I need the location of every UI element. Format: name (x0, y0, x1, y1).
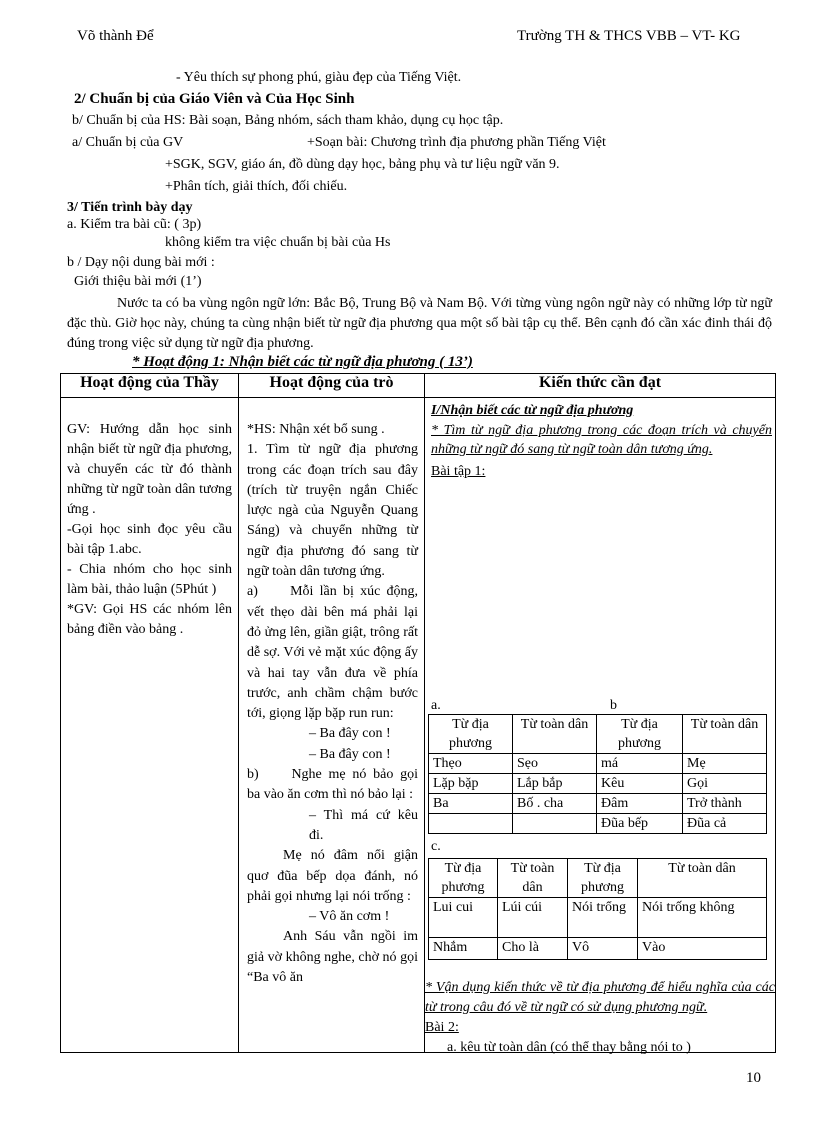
check-old: a. Kiểm tra bài cũ: ( 3p) (67, 217, 202, 232)
item-a-label: a) (247, 584, 258, 600)
teacher-line: - Chia nhóm cho học sinh làm bài, thảo luận (5Phút ) (67, 562, 232, 597)
label-c: c. (431, 839, 441, 854)
c-cell: Lui cui (429, 898, 498, 938)
task1: * Tìm từ ngữ địa phương trong các đoạn trích và chuyển những từ ngữ đó sang từ ngữ toàn dân tương ứng. (431, 423, 772, 457)
ab-cell: Ba (429, 794, 513, 814)
introduce: Giới thiệu bài mới (1’) (74, 274, 202, 289)
exercise-ab-block (425, 698, 775, 1058)
task2: * Vận dụng kiến thức về từ địa phương để hiểu nghĩa của các từ trong câu đó về từ ngữ có sử dụng phương ngữ. (425, 980, 775, 1015)
ab-cell: Lặp bặp (429, 774, 513, 794)
ab-cell: Bố . cha (513, 794, 597, 814)
activity-title: * Hoạt động 1: Nhận biết các từ ngữ địa phương ( 13’) (132, 354, 473, 370)
exercise-1-label: Bài tập 1: (431, 464, 486, 479)
love-line: - Yêu thích sự phong phú, giàu đẹp của Tiếng Việt. (176, 70, 462, 85)
item-a-text: Mỗi lần bị xúc động, vết thẹo dài bên má phải lại đỏ ửng lên, giần giật, trông rất dễ sợ. Với vẻ mặt xúc động ấy và hai tay vẫn đưa về phía trước, anh chầm chậm bước tới, giọng lặp bặp run run: (247, 584, 419, 722)
teacher-column (61, 398, 239, 1053)
ab-cell (513, 814, 597, 834)
c-header: Từ toàn dân (638, 859, 767, 898)
ab-cell: Kêu (597, 774, 683, 794)
item-b-text: Nghe mẹ nó bảo gọi ba vào ăn cơm thì nó bảo lại : (247, 767, 419, 803)
prep-hs: b/ Chuẩn bị của HS: Bài soạn, Bảng nhóm, sách tham khảo, dụng cụ học tập. (72, 113, 504, 128)
quote-line: – Ba đây con ! (309, 746, 391, 762)
item-b-label: b) (247, 767, 259, 783)
ab-cell: Thẹo (429, 754, 513, 774)
ab-cell: Lắp bắp (513, 774, 597, 794)
prep-gv-plan: +Soạn bài: Chương trình địa phương phần Tiếng Việt (307, 135, 606, 150)
c-cell: Lúi cúi (498, 898, 568, 938)
section-title: I/Nhận biết các từ ngữ địa phương (431, 403, 634, 418)
c-header: Từ địa phương (429, 859, 498, 898)
header-school: Trường TH & THCS VBB – VT- KG (517, 28, 741, 44)
c-cell: Nói trống không (638, 898, 767, 938)
ab-cell: Gọi (683, 774, 767, 794)
check-old-note: không kiểm tra việc chuẩn bị bài của Hs (165, 235, 391, 250)
quote-line: – Thì má cứ kêu đi. (309, 807, 418, 843)
header-knowledge: Kiến thức cần đạt (425, 374, 776, 398)
c-header: Từ địa phương (568, 859, 638, 898)
student-paragraph: Mẹ nó đâm nổi giận quơ đũa bếp dọa đánh, nó phải gọi nhưng lại nói trống : (247, 848, 418, 904)
lesson-table (60, 373, 776, 1053)
page-number: 10 (746, 1070, 761, 1086)
prep-gv-materials: +SGK, SGV, giáo án, đồ dùng dạy học, bảng phụ và tư liệu ngữ văn 9. (165, 157, 560, 172)
prep-gv: a/ Chuẩn bị của GV (72, 135, 184, 150)
ab-cell: Sẹo (513, 754, 597, 774)
ab-header: Từ toàn dân (683, 715, 767, 754)
ab-header: Từ toàn dân (513, 715, 597, 754)
process-title: 3/ Tiến trình bày dạy (67, 200, 193, 215)
c-cell: Nói trổng (568, 898, 638, 938)
prep-title: 2/ Chuẩn bị của Giáo Viên và Của Học Sinh (74, 91, 355, 107)
ab-header: Từ địa phương (597, 715, 683, 754)
ab-cell: Đũa bếp (597, 814, 683, 834)
ab-cell: má (597, 754, 683, 774)
header-author: Võ thành Để (77, 28, 154, 44)
student-line: *HS: Nhận xét bổ sung . (247, 422, 385, 437)
c-cell: Nhắm (429, 938, 498, 960)
quote-line: – Vô ăn cơm ! (309, 909, 390, 925)
exercise-2-a: a. kêu từ toàn dân (có thể thay bằng nói to ) (447, 1040, 691, 1055)
table-c (428, 858, 767, 960)
table-ab (428, 714, 767, 834)
exercise-2-label: Bài 2: (425, 1020, 459, 1035)
prep-gv-methods: +Phân tích, giải thích, đối chiếu. (165, 179, 348, 194)
ab-cell: Đâm (597, 794, 683, 814)
ab-cell (429, 814, 513, 834)
teacher-line: GV: Hướng dẫn học sinh nhận biết từ ngữ địa phương, và chuyển các từ đó thành những từ ngữ toàn dân tương ứng . (67, 422, 232, 517)
student-paragraph: Anh Sáu vẫn ngồi im giả vờ không nghe, chờ nó gọi “Ba vô ăn (247, 929, 418, 986)
quote-line: – Ba đây con ! (309, 726, 391, 742)
teacher-line: *GV: Gọi HS các nhóm lên bảng điền vào bảng . (67, 602, 232, 637)
label-a: a. (431, 698, 441, 713)
intro-paragraph: Nước ta có ba vùng ngôn ngữ lớn: Bắc Bộ, Trung Bộ và Nam Bộ. Với từng vùng ngôn ngữ này có những lớp từ ngữ đặc thù. Giờ học này, chúng ta cùng nhận biết từ ngữ địa phương qua một số bài tập cụ thể. Bên cạnh đó cần xác đinh thái độ đúng trong việc sử dụng từ ngữ địa phương. (67, 296, 772, 351)
c-header: Từ toàn dân (498, 859, 568, 898)
c-cell: Vô (568, 938, 638, 960)
student-line: 1. Tìm từ ngữ địa phương trong các đoạn trích sau đây (trích từ truyện ngắn Chiếc lược ngà của Nguyễn Quang Sáng) và chuyển những từ ngữ địa phương đó sang từ ngữ toàn dân tương ứng. (247, 442, 418, 580)
ab-cell: Mẹ (683, 754, 767, 774)
student-column (239, 398, 425, 1053)
knowledge-column (425, 398, 776, 1053)
ab-cell: Trở thành (683, 794, 767, 814)
ab-cell: Đũa cả (683, 814, 767, 834)
ab-header: Từ địa phương (429, 715, 513, 754)
new-lesson: b / Dạy nội dung bài mới : (67, 255, 215, 270)
label-b: b (610, 698, 617, 713)
header-teacher: Hoạt động của Thầy (61, 374, 239, 398)
header-student: Hoạt động của trò (239, 374, 425, 398)
teacher-line: -Gọi học sinh đọc yêu cầu bài tập 1.abc. (67, 522, 232, 557)
c-cell: Vào (638, 938, 767, 960)
c-cell: Cho là (498, 938, 568, 960)
